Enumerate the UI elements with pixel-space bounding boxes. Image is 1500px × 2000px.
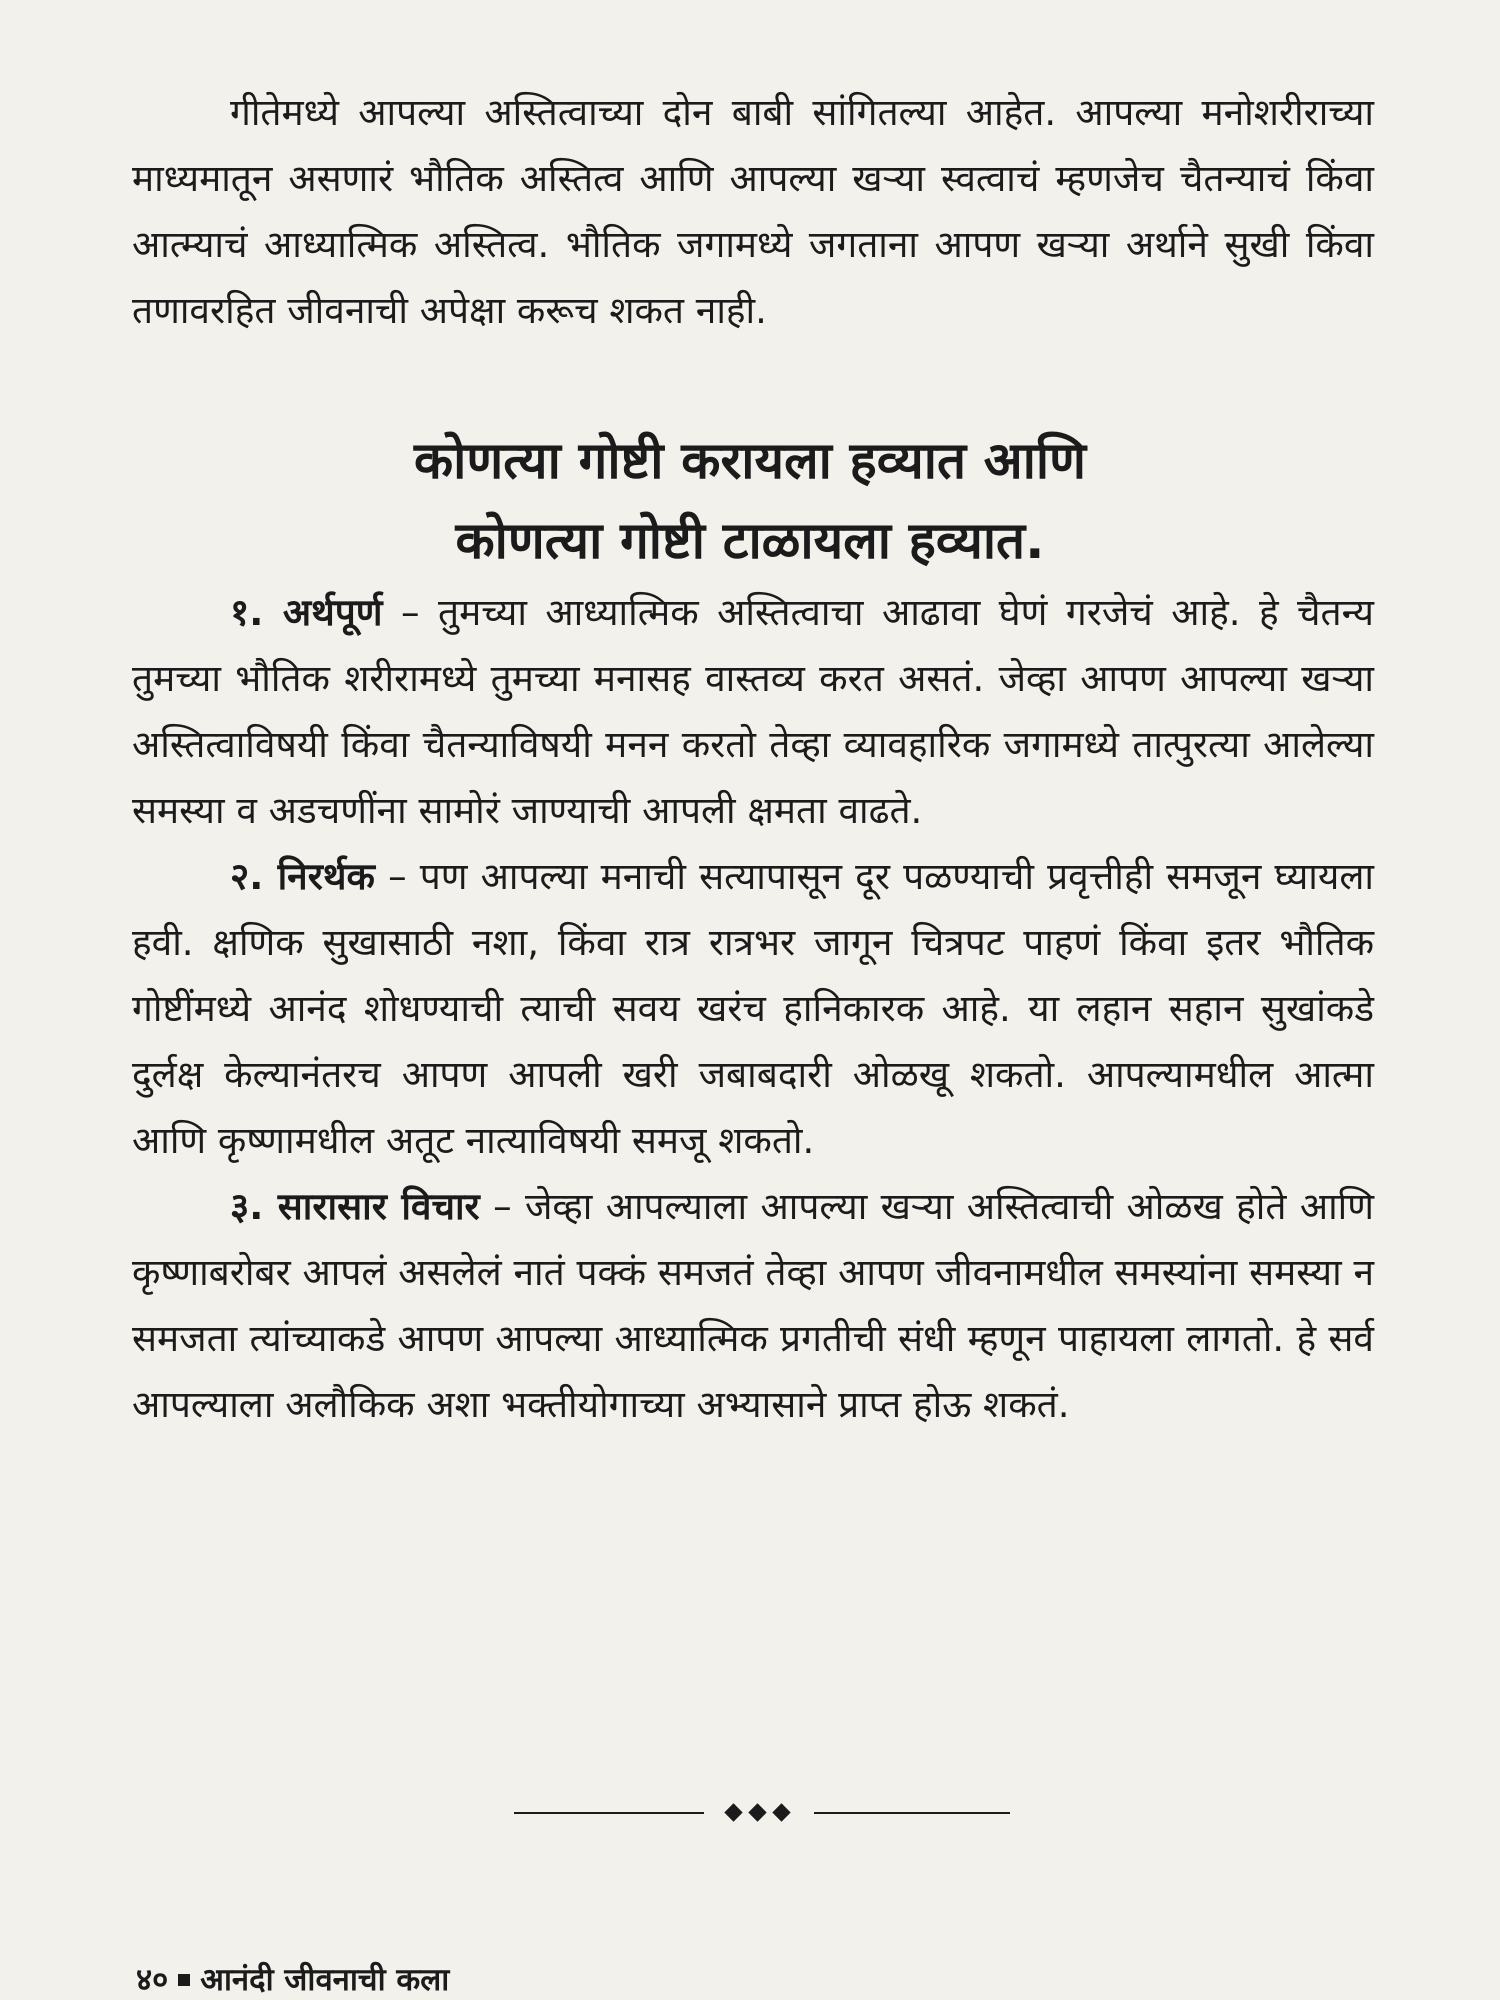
point-text: पण आपल्या मनाची सत्यापासून दूर पळण्याची प्रवृत्तीही समजून घ्यायला हवी. क्षणिक सुखासाठी नशा, किंवा रात्र रात्रभर जागून चित्रपट पाहणं किंवा इतर भौतिक गोष्टींमध्ये आनंद शोधण्याची त्याची सवय खरंच हानिकारक आहे. या लहान सहान सुखांकडे दुर्लक्ष केल्यानंतरच आपण आपली खरी जबाबदारी ओळखू शकतो. आपल्यामधील आत्मा आणि कृष्णामधील अतूट नात्याविषयी समजू शकतो. [132,855,1375,1162]
points-section [132,580,1374,1438]
point-paragraph [132,1174,1374,1438]
point-dash: – [493,1185,512,1228]
point-text: जेव्हा आपल्याला आपल्या खऱ्या अस्तित्वाची ओळख होते आणि कृष्णाबरोबर आपलं असलेलं नातं पक्कं समजतं तेव्हा आपण जीवनामधील समस्यांना समस्या न समजता त्यांच्याकडे आपण आपल्या आध्यात्मिक प्रगतीची संधी म्हणून पाहायला लागतो. हे सर्व आपल्याला अलौकिक अशा भक्तीयोगाच्या अभ्यासाने प्राप्त होऊ शकतं. [132,1185,1374,1426]
heading-line-1: कोणत्या गोष्टी करायला हव्यात आणि [414,432,1086,491]
page-footer [136,1962,449,1998]
point-label: २. निरर्थक [230,855,375,898]
intro-paragraph [132,80,1374,344]
point-dash: – [401,591,420,634]
separator-line-right [814,1812,1010,1814]
separator-line-left [514,1812,704,1814]
point-paragraph [132,844,1374,1174]
page-number: ४० [136,1962,169,1998]
heading-line-2: कोणत्या गोष्टी टाळायला हव्यात. [455,512,1045,571]
point-dash: – [388,855,407,898]
point-label: १. अर्थपूर्ण [230,591,383,634]
diamond-icon [724,1803,742,1821]
diamond-icon [748,1803,766,1821]
section-separator [514,1803,1010,1823]
intro-text: गीतेमध्ये आपल्या अस्तित्वाच्या दोन बाबी सांगितल्या आहेत. आपल्या मनोशरीराच्या माध्यमातून असणारं भौतिक अस्तित्व आणि आपल्या खऱ्या स्वत्वाचं म्हणजेच चैतन्याचं किंवा आत्म्याचं आध्यात्मिक अस्तित्व. भौतिक जगामध्ये जगताना आपण खऱ्या अर्थाने सुखी किंवा तणावरहित जीवनाची अपेक्षा करूच शकत नाही. [132,91,1374,332]
point-text: तुमच्या आध्यात्मिक अस्तित्वाचा आढावा घेणं गरजेचं आहे. हे चैतन्य तुमच्या भौतिक शरीरामध्ये तुमच्या मनासह वास्तव्य करत असतं. जेव्हा आपण आपल्या खऱ्या अस्तित्वाविषयी किंवा चैतन्याविषयी मनन करतो तेव्हा व्यावहारिक जगामध्ये तात्पुरत्या आलेल्या समस्या व अडचणींना सामोरं जाण्याची आपली क्षमता वाढते. [132,591,1375,832]
point-label: ३. सारासार विचार [230,1185,480,1228]
point-paragraph [132,580,1374,844]
diamond-icon [772,1803,790,1821]
section-heading [100,422,1400,582]
square-bullet-icon [178,1974,190,1986]
book-title: आनंदी जीवनाची कला [200,1962,450,1998]
